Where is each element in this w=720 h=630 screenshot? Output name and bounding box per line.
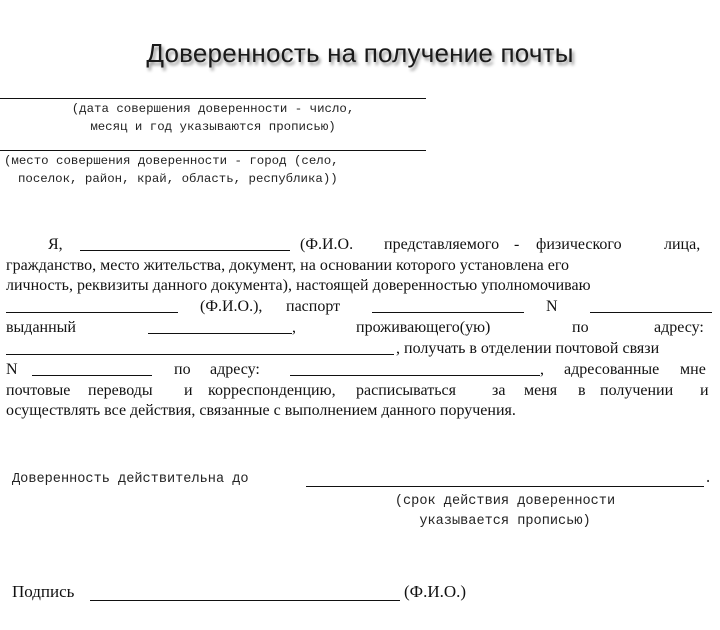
body-line-8 — [6, 381, 712, 401]
passport-number-field[interactable] — [590, 312, 712, 313]
line-text: осуществлять все действия, связанные с выполнением данного поручения. — [6, 402, 516, 419]
validity-label: Доверенность действительна до — [12, 472, 249, 487]
signature-fio: (Ф.И.О.) — [404, 582, 467, 601]
word: в — [578, 382, 586, 399]
word: паспорт — [286, 298, 341, 315]
agent-address-field[interactable] — [6, 354, 394, 355]
date-line[interactable] — [0, 98, 426, 99]
page-title: Доверенность на получение почты — [146, 38, 574, 68]
word: - — [514, 236, 520, 253]
word: за — [492, 382, 506, 399]
word: адресованные — [564, 361, 660, 378]
body-line-3 — [6, 276, 712, 296]
word: почтовые — [6, 382, 71, 399]
word: Я, — [48, 236, 63, 253]
word: представляемого — [384, 236, 500, 253]
signature-label: Подпись — [12, 582, 75, 601]
validity-date-field[interactable] — [306, 486, 704, 487]
word: расписываться — [356, 382, 456, 399]
word: адресу: — [654, 319, 704, 336]
validity-hint-line2: указывается прописью) — [419, 514, 591, 529]
signature-field[interactable] — [90, 600, 400, 601]
word: лица, — [664, 236, 701, 253]
validity-hint-line1: (срок действия доверенности — [394, 494, 616, 509]
body-line-9 — [6, 401, 712, 421]
date-hint-line1: (дата совершения доверенности - число, — [71, 102, 355, 116]
place-hint-line1: (место совершения доверенности - город (село, — [4, 154, 339, 168]
post-office-number-field[interactable] — [32, 375, 152, 376]
place-hint-line2: поселок, район, край, область, республика)) — [18, 172, 338, 186]
fio-agent-field[interactable] — [6, 312, 178, 313]
word: получении — [600, 382, 674, 399]
word: меня — [524, 382, 558, 399]
word: , — [292, 319, 296, 336]
word: проживающего(ую) — [356, 319, 491, 336]
body-line-6 — [6, 339, 712, 359]
word: по — [572, 319, 589, 336]
word: корреспонденцию, — [208, 382, 336, 399]
word: и — [700, 382, 709, 399]
place-line[interactable] — [0, 150, 426, 151]
issued-by-field[interactable] — [148, 333, 292, 334]
line-text: , получать в отделении почтовой связи — [396, 340, 660, 357]
word: адресу: — [210, 361, 260, 378]
line-text: личность, реквизиты данного документа), настоящей доверенностью уполномочиваю — [6, 277, 591, 294]
date-hint-line2: месяц и год указываются прописью) — [90, 120, 336, 134]
body-line-5 — [6, 318, 712, 338]
word: и — [184, 382, 193, 399]
post-office-address-field[interactable] — [290, 375, 540, 376]
body-line-4 — [6, 297, 712, 317]
word: выданный — [6, 319, 76, 336]
line-text: гражданство, место жительства, документ, на основании которого установлена его — [6, 257, 570, 274]
passport-field[interactable] — [372, 312, 524, 313]
word: физического — [536, 236, 622, 253]
word: по — [174, 361, 191, 378]
word: (Ф.И.О. — [300, 236, 354, 253]
word: (Ф.И.О.), — [200, 298, 263, 315]
body-line-2 — [6, 256, 712, 276]
word: N — [6, 361, 18, 378]
word: , — [540, 361, 544, 378]
body-line-7 — [6, 360, 712, 380]
fio-principal-field[interactable] — [80, 250, 290, 251]
word: мне — [680, 361, 706, 378]
word: N — [546, 298, 558, 315]
body-line-1 — [6, 235, 712, 255]
validity-end-dot: . — [704, 472, 713, 487]
word: переводы — [88, 382, 153, 399]
